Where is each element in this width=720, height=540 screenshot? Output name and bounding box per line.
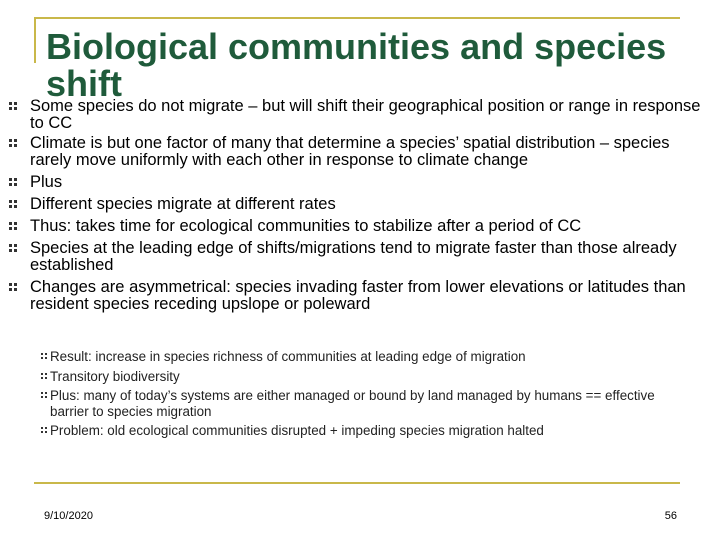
bullet-text: Plus xyxy=(30,173,63,191)
bullet-item xyxy=(8,174,708,191)
bullet-item xyxy=(8,196,708,213)
sub-bullet-text: Result: increase in species richness of communities at leading edge of migration xyxy=(50,349,526,364)
bullet-item xyxy=(8,98,708,132)
sub-bullet-text: Problem: old ecological communities disrupted + impeding species migration halted xyxy=(50,423,544,438)
page-number: 56 xyxy=(664,510,677,522)
bullet-text: Changes are asymmetrical: species invading faster from lower elevations or latitudes than resident species receding upslope or poleward xyxy=(30,278,686,313)
square-bullet-icon xyxy=(8,221,19,233)
bullet-item xyxy=(8,218,708,235)
sub-bullet-text: Transitory biodiversity xyxy=(50,368,180,384)
sub-bullet-item xyxy=(40,349,680,365)
square-bullet-icon xyxy=(8,138,19,150)
square-bullet-icon xyxy=(40,426,48,436)
slide-frame-top-rule xyxy=(34,17,680,19)
square-bullet-icon xyxy=(8,101,19,113)
main-bullet-list xyxy=(8,98,708,313)
slide-frame-left-rule xyxy=(34,17,36,63)
bullet-item xyxy=(8,240,708,274)
bullet-item xyxy=(8,135,708,169)
sub-bullet-item xyxy=(40,388,680,419)
square-bullet-icon xyxy=(8,243,19,255)
bullet-item xyxy=(8,279,708,313)
square-bullet-icon xyxy=(8,199,19,211)
square-bullet-icon xyxy=(40,391,48,401)
square-bullet-icon xyxy=(40,372,48,382)
bullet-text: Species at the leading edge of shifts/migrations tend to migrate faster than those already established xyxy=(30,239,677,274)
sub-bullet-text: Plus: many of today’s systems are either managed or bound by land managed by humans == effective barrier to species migration xyxy=(50,388,655,419)
sub-bullet-item xyxy=(40,369,680,385)
bullet-text: Climate is but one factor of many that determine a species’ spatial distribution – species rarely move uniformly with each other in response to climate change xyxy=(30,134,670,169)
bullet-text: Thus: takes time for ecological communities to stabilize after a period of CC xyxy=(30,217,582,235)
bullet-text: Some species do not migrate – but will shift their geographical position or range in response to CC xyxy=(30,97,701,132)
square-bullet-icon xyxy=(8,177,19,189)
square-bullet-icon xyxy=(8,282,19,294)
slide-title: Biological communities and species shift xyxy=(46,26,667,104)
sub-bullet-item xyxy=(40,423,680,439)
bullet-text: Different species migrate at different rates xyxy=(30,195,336,213)
footer-date: 9/10/2020 xyxy=(44,510,93,522)
square-bullet-icon xyxy=(40,352,48,362)
slide-frame-bottom-rule xyxy=(34,482,680,484)
sub-bullet-list xyxy=(40,349,680,443)
